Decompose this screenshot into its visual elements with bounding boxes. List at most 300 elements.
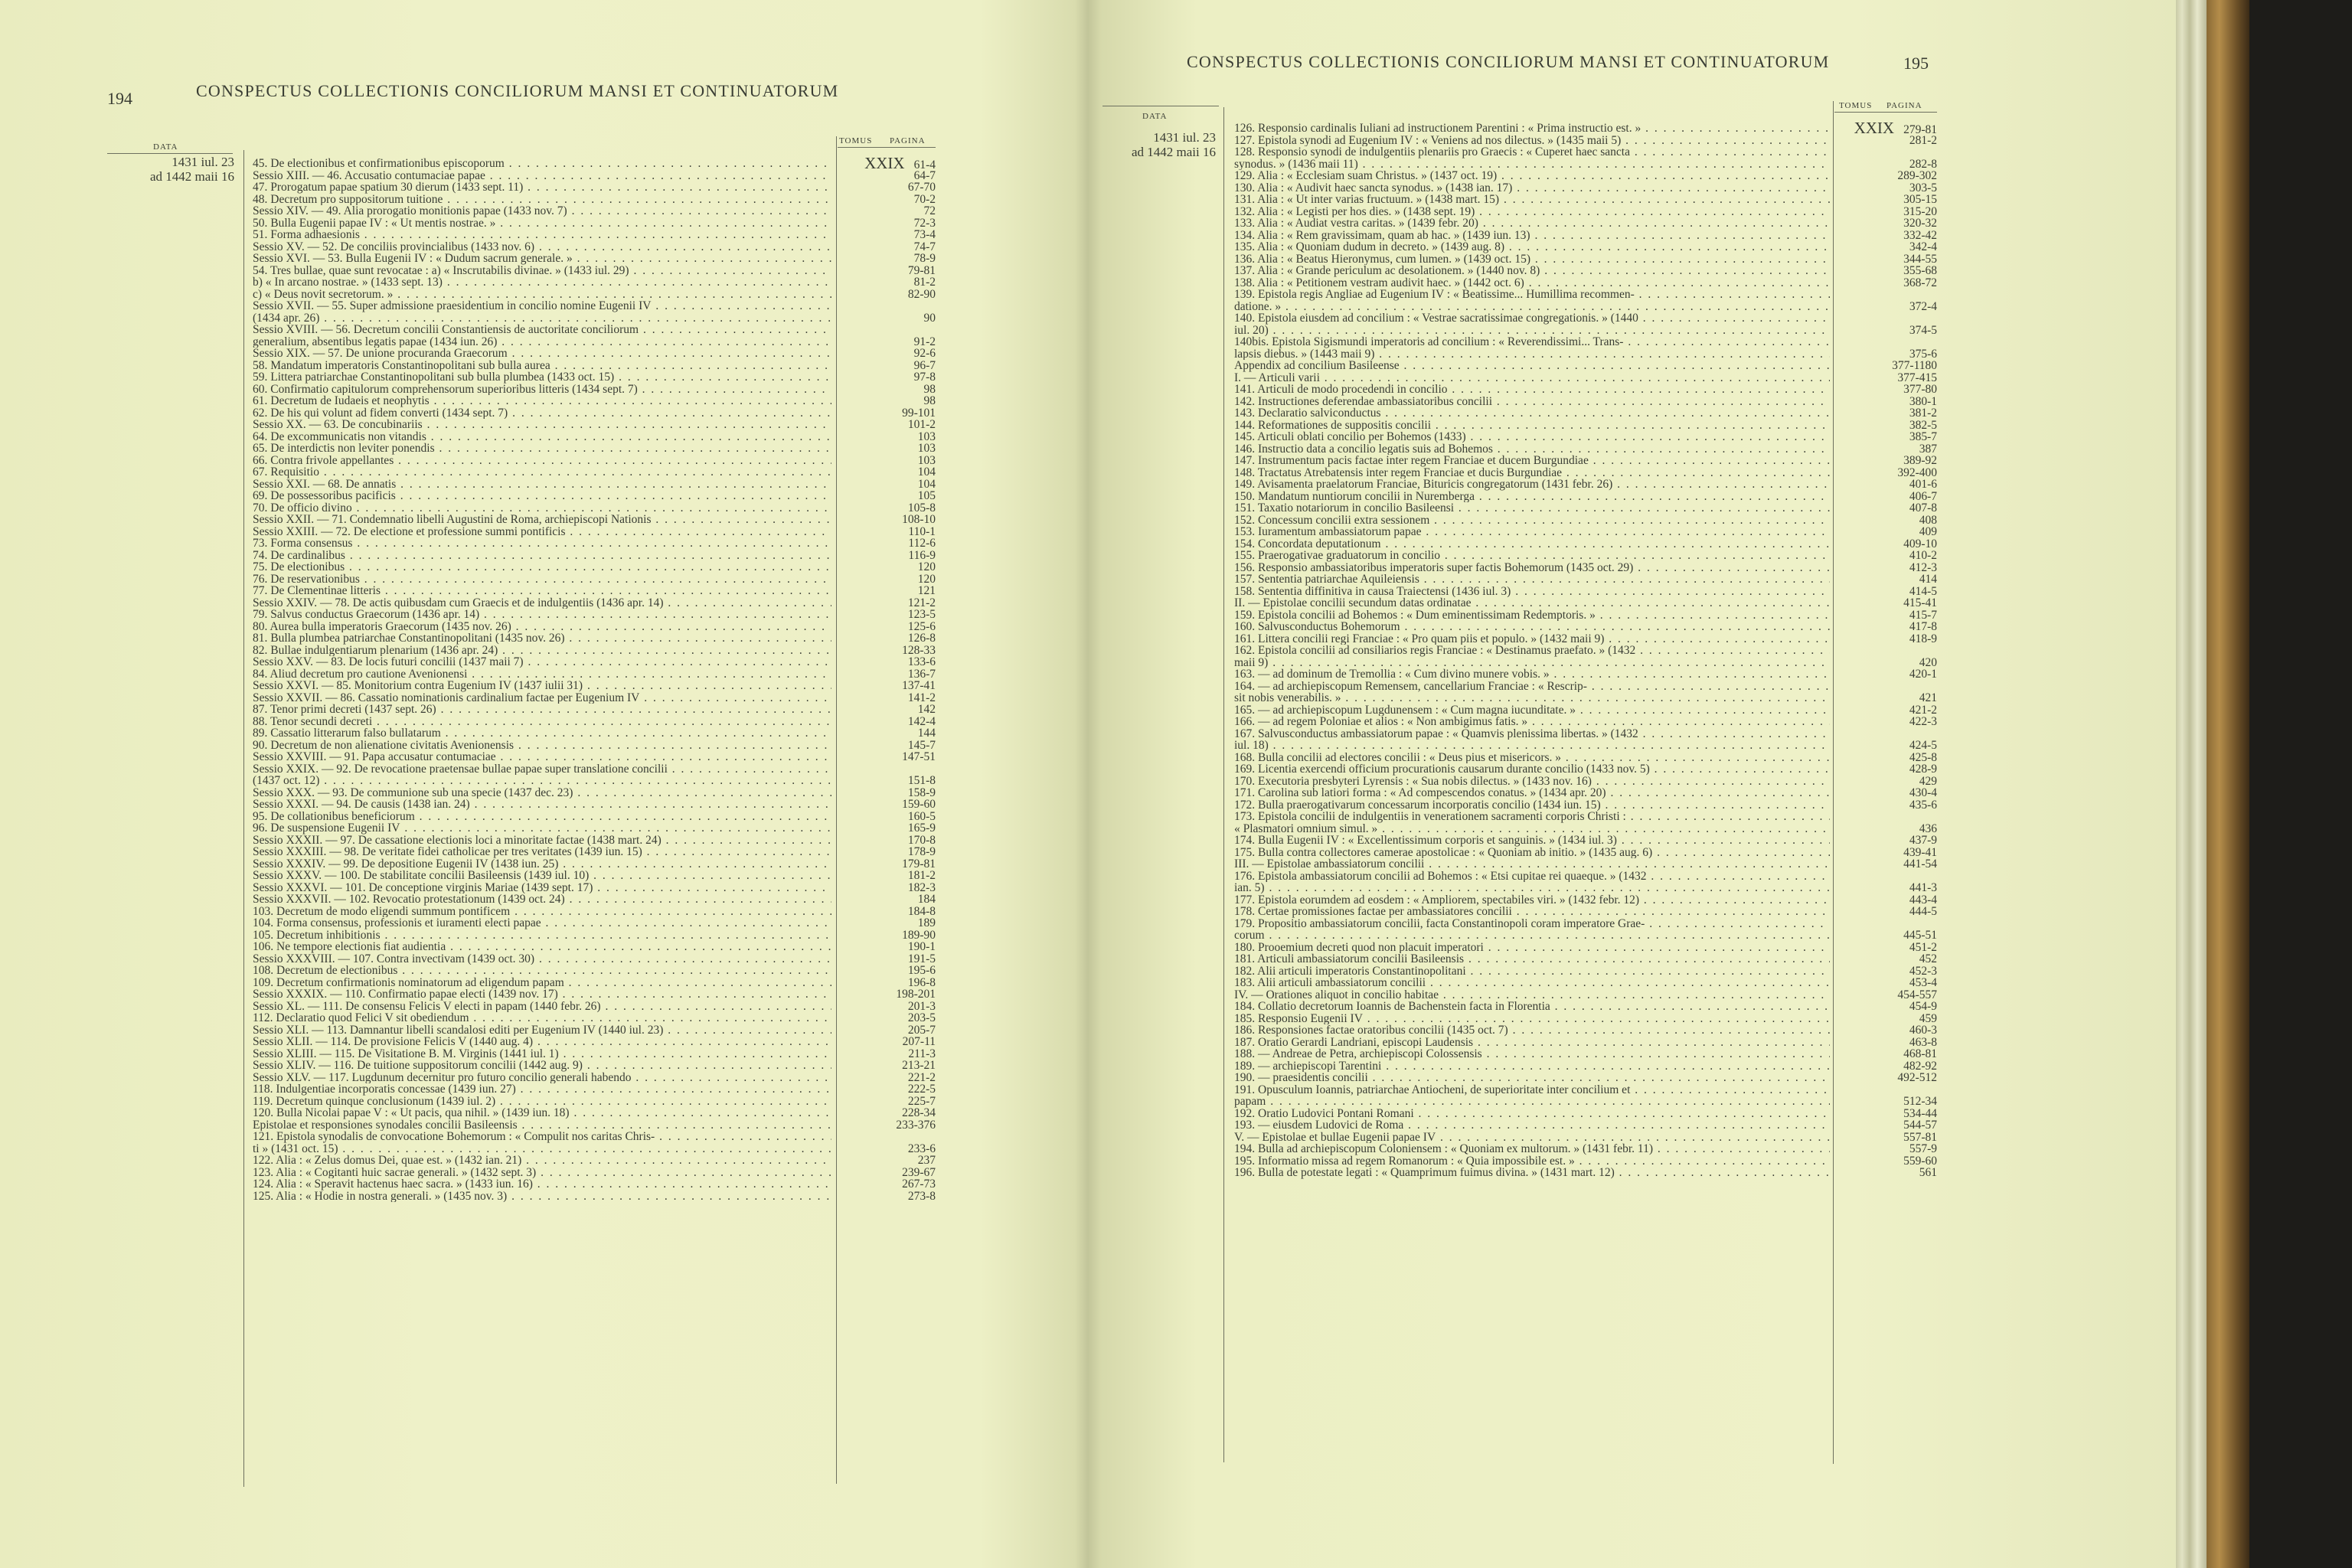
toc-entry — [253, 1167, 831, 1179]
entry-text: 108. Decretum de electionibus . . . — [253, 965, 831, 977]
page-ref-row — [839, 419, 936, 431]
toc-entry — [1234, 1143, 1830, 1155]
entry-text: 58. Mandatum imperatoris Constantinopolitani sub bulla aurea . . . — [253, 360, 831, 372]
entry-text: 162. Epistola concilii ad consiliarios regis Franciae : « Destinamus praefato. » (1432 . . . — [1234, 645, 1830, 657]
toc-entry — [1234, 692, 1830, 704]
entry-text: (1434 apr. 26) . . . — [253, 312, 831, 325]
page-ref: 355-68 — [1903, 264, 1937, 277]
entry-text: I. — Articuli varii . . . — [1234, 372, 1830, 384]
page-ref: 444-5 — [1909, 905, 1937, 918]
page-ref-row — [839, 336, 936, 348]
page-ref: 407-8 — [1909, 501, 1937, 514]
page-ref-row — [1834, 609, 1937, 622]
page-ref: 289-302 — [1897, 169, 1937, 182]
page-ref: 534-44 — [1903, 1106, 1937, 1120]
page-ref: 468-81 — [1903, 1047, 1937, 1060]
entry-text: corum . . . — [1234, 929, 1830, 942]
page-ref: 151-8 — [907, 774, 936, 787]
entry-text: 121. Epistola synodalis de convocatione Bohemorum : « Compulit nos caritas Chris- . . . — [253, 1131, 831, 1143]
toc-entry — [1234, 372, 1830, 384]
toc-entry — [1234, 396, 1830, 408]
column-rule — [1223, 107, 1224, 1462]
page-ref-row — [1834, 1167, 1937, 1179]
toc-entry — [253, 763, 831, 776]
page-ref-row — [1834, 312, 1937, 325]
page-ref-row — [1834, 455, 1937, 467]
entry-text: Sessio XLIV. — 116. De tuitione suppositorum concilii (1442 aug. 9) . . . — [253, 1060, 831, 1072]
entry-text: Sessio XLIII. — 115. De Visitatione B. M. Virginis (1441 iul. 1) . . . — [253, 1048, 831, 1060]
entry-text: 64. De excommunicatis non vitandis . . . — [253, 431, 831, 443]
toc-entry — [253, 158, 831, 170]
page-ref-row — [1834, 538, 1937, 550]
page-ref-row — [1834, 597, 1937, 609]
page-ref-row — [1834, 740, 1937, 752]
page-ref: 557-9 — [1909, 1142, 1937, 1155]
entry-text: generalium, absentibus legatis papae (1434 iun. 26) . . . — [253, 336, 831, 348]
toc-entry — [253, 1191, 831, 1203]
page-ref-row — [1834, 301, 1937, 313]
toc-entry — [253, 1001, 831, 1013]
right-page — [1018, 0, 2176, 1568]
toc-entry — [1234, 894, 1830, 906]
entries-list — [253, 158, 831, 1202]
entry-text: 180. Prooemium decreti quod non placuit imperatori . . . — [1234, 942, 1830, 954]
toc-entry — [1234, 1155, 1830, 1168]
page-ref: 305-15 — [1903, 193, 1937, 206]
page-ref-row — [1834, 407, 1937, 420]
page-ref-row — [839, 502, 936, 514]
entry-text: maii 9) . . . — [1234, 657, 1830, 669]
entry-text: 120. Bulla Nicolai papae V : « Ut pacis, qua nihil. » (1439 iun. 18) . . . — [253, 1107, 831, 1119]
page-ref-row — [839, 561, 936, 573]
page-ref-row — [1834, 241, 1937, 253]
toc-entry — [1234, 1119, 1830, 1132]
entry-text: 148. Tractatus Atrebatensis inter regem Franciae et ducis Burgundiae . . . — [1234, 467, 1830, 479]
entry-text: 62. De his qui volunt ad fidem converti (1434 sept. 7) . . . — [253, 407, 831, 420]
entry-text: 149. Avisamenta praelatorum Franciae, Bituricis congregatorum (1431 febr. 26) . . . — [1234, 479, 1830, 491]
entry-text: 181. Articuli ambassiatorum concilii Basileensis . . . — [1234, 953, 1830, 965]
page-ref: 414-5 — [1909, 584, 1937, 598]
toc-entry — [1234, 420, 1830, 432]
entry-text: 73. Forma consensus . . . — [253, 537, 831, 550]
page-ref-row — [839, 704, 936, 716]
page-ref: 70-2 — [913, 192, 936, 206]
entry-text: Sessio XLI. — 113. Damnantur libelli scandalosi editi per Eugenium IV (1440 iul. 23) . . . — [253, 1024, 831, 1037]
entry-text: 84. Aliud decretum pro cautione Avenionensi . . . — [253, 668, 831, 681]
page-ref: 344-55 — [1903, 252, 1937, 266]
page-ref: 482-92 — [1903, 1059, 1937, 1073]
toc-entry — [253, 835, 831, 847]
toc-entry — [1234, 977, 1830, 989]
entry-text: 151. Taxatio notariorum in concilio Basileensi . . . — [1234, 502, 1830, 514]
toc-entry — [1234, 146, 1830, 158]
entry-text: Sessio XL. — 111. De consensu Felicis V electi in papam (1440 febr. 26) . . . — [253, 1001, 831, 1013]
entry-text: 189. — archiepiscopi Tarentini . . . — [1234, 1060, 1830, 1073]
page-ref: 443-4 — [1909, 893, 1937, 906]
page-ref: 454-9 — [1909, 1000, 1937, 1013]
page-ref-row — [1834, 942, 1937, 954]
page-ref-row — [1834, 1143, 1937, 1155]
toc-entry — [253, 965, 831, 977]
page-ref: 381-2 — [1909, 407, 1937, 420]
entry-text: 174. Bulla Eugenii IV : « Excellentissimum corporis et sanguinis. » (1434 iul. 3) . . . — [1234, 835, 1830, 847]
page-ref-row — [839, 360, 936, 372]
page-ref-row — [1834, 752, 1937, 764]
toc-entry — [1234, 989, 1830, 1001]
page-ref: 137-41 — [902, 679, 936, 692]
entry-text: 161. Littera concilii regi Franciae : « Pro quam piis et populo. » (1432 maii 9) . . . — [1234, 633, 1830, 645]
toc-entry — [253, 289, 831, 301]
entry-text: ti » (1431 oct. 15) . . . — [253, 1143, 831, 1155]
toc-entry — [253, 276, 831, 289]
page-ref: 430-4 — [1909, 786, 1937, 799]
col-head-pagina: PAGINA — [890, 136, 926, 145]
entry-text: 146. Instructio data a concilio legatis suis ad Bohemos . . . — [1234, 443, 1830, 456]
entry-text: Sessio XXX. — 93. De communione sub una specie (1437 dec. 23) . . . — [253, 787, 831, 799]
page-ref-row — [839, 716, 936, 728]
page-ref-row — [1834, 728, 1937, 740]
running-head: CONSPECTUS COLLECTIONIS CONCILIORUM MANSI ET CONTINUATORUM — [1187, 52, 1830, 71]
page-number: 194 — [107, 89, 132, 108]
page-ref: 437-9 — [1909, 834, 1937, 847]
page-ref-row — [1834, 871, 1937, 883]
toc-entry — [253, 609, 831, 621]
date-start: 1431 iul. 23 — [1153, 130, 1216, 145]
toc-entry — [253, 882, 831, 894]
page-ref: 441-54 — [1903, 858, 1937, 871]
entry-text: 81. Bulla plumbea patriarchae Constantinopolitani (1435 nov. 26) . . . — [253, 632, 831, 645]
toc-entry — [253, 241, 831, 253]
toc-entry — [1234, 1024, 1830, 1037]
entry-text: 150. Mandatum nuntiorum concilii in Nuremberga . . . — [1234, 491, 1830, 503]
date-end: ad 1442 maii 16 — [1131, 145, 1216, 159]
page-ref-row — [839, 740, 936, 752]
toc-entry — [1234, 882, 1830, 894]
page-ref: 142-4 — [907, 714, 936, 728]
toc-entry — [1234, 573, 1830, 586]
toc-entry — [253, 740, 831, 752]
entry-text: 80. Aurea bulla imperatoris Graecorum (1435 nov. 26) . . . — [253, 621, 831, 633]
toc-entry — [1234, 217, 1830, 230]
page-ref: 160-5 — [907, 809, 936, 823]
book-cover-edge — [2207, 0, 2249, 1568]
page-ref-row — [839, 1178, 936, 1191]
toc-entry — [1234, 965, 1830, 978]
page-ref: 79-81 — [907, 263, 936, 277]
page-ref-row — [839, 1107, 936, 1119]
page-ref-row — [839, 1060, 936, 1072]
entry-text: 66. Contra frivole appellantes . . . — [253, 455, 831, 467]
page-ref-row — [1834, 668, 1937, 681]
page-ref: 428-9 — [1909, 763, 1937, 776]
toc-entry — [253, 751, 831, 763]
toc-entry — [253, 953, 831, 965]
page-ref: 239-67 — [902, 1165, 936, 1179]
page-ref: 82-90 — [907, 287, 936, 301]
entry-text: Sessio XLII. — 114. De provisione Felicis V (1440 aug. 4) . . . — [253, 1036, 831, 1048]
page-ref: 557-81 — [1903, 1130, 1937, 1144]
date-start: 1431 iul. 23 — [172, 155, 234, 169]
toc-entry — [253, 1036, 831, 1048]
page-ref: 421-2 — [1909, 703, 1937, 717]
page-ref: 98 — [923, 382, 936, 396]
toc-entry — [253, 893, 831, 906]
page-ref: 64-7 — [913, 168, 936, 182]
page-ref-row — [839, 656, 936, 668]
page-ref-row — [1834, 217, 1937, 230]
tomus-number: XXIX — [864, 154, 905, 172]
entry-text: 131. Alia : « Ut inter varias fructuum. » (1438 mart. 15) . . . — [1234, 194, 1830, 206]
toc-entry — [1234, 1096, 1830, 1108]
page-ref-row — [1834, 336, 1937, 348]
page-ref: 72 — [923, 204, 936, 217]
page-ref: 445-51 — [1903, 929, 1937, 942]
page-ref-row — [1834, 420, 1937, 432]
page-ref-row — [1834, 396, 1937, 408]
toc-entry — [253, 621, 831, 633]
page-ref: 105-8 — [907, 501, 936, 514]
page-ref-row — [1834, 170, 1937, 182]
page-ref-row — [1834, 206, 1937, 218]
page-ref: 211-3 — [908, 1047, 936, 1060]
page-ref-row — [839, 775, 936, 787]
page-ref: 459 — [1919, 1011, 1937, 1025]
page-ref-row — [1834, 119, 1937, 137]
page-ref-row — [839, 241, 936, 253]
page-ref-row — [839, 443, 936, 455]
page-ref-row — [839, 289, 936, 301]
entry-text: 175. Bulla contra collectores camerae apostolicae : « Quoniam ab initio. » (1435 aug. 6) . . . — [1234, 847, 1830, 859]
toc-entry — [1234, 455, 1830, 467]
entry-text: 152. Concessum concilii extra sessionem . . . — [1234, 514, 1830, 527]
toc-entry — [1234, 1108, 1830, 1120]
page-ref-row — [1834, 716, 1937, 728]
page-ref: 120 — [917, 560, 936, 573]
entry-text: 118. Indulgentiae incorporatis concessae (1439 iun. 27) . . . — [253, 1083, 831, 1096]
page-ref: 103 — [917, 453, 936, 467]
toc-entry — [253, 300, 831, 312]
page-ref: 233-376 — [896, 1118, 936, 1132]
entry-text: 90. Decretum de non alienatione civitatis Avenionensis . . . — [253, 740, 831, 752]
page-ref-row — [839, 917, 936, 929]
entry-text: 193. — eiusdem Ludovici de Roma . . . — [1234, 1119, 1830, 1132]
page-ref-row — [839, 1036, 936, 1048]
entry-text: 125. Alia : « Hodie in nostra generali. » (1435 nov. 3) . . . — [253, 1191, 831, 1203]
page-ref-row — [839, 680, 936, 692]
entry-text: 109. Decretum confirmationis nominatorum ad eligendum papam . . . — [253, 977, 831, 989]
toc-entry — [1234, 206, 1830, 218]
entry-text: 159. Epistola concilii ad Bohemos : « Dum eminentissimam Redemptoris. » . . . — [1234, 609, 1830, 622]
page-ref: 315-20 — [1903, 204, 1937, 218]
page-ref-row — [839, 300, 936, 312]
page-ref: 452-3 — [1909, 964, 1937, 978]
toc-entry — [253, 941, 831, 953]
entry-text: Sessio XXXVI. — 101. De conceptione virginis Mariae (1439 sept. 17) . . . — [253, 882, 831, 894]
toc-entry — [253, 419, 831, 431]
page-ref-row — [1834, 479, 1937, 491]
toc-entry — [1234, 562, 1830, 574]
entry-text: 132. Alia : « Legisti per hos dies. » (1438 sept. 19) . . . — [1234, 206, 1830, 218]
page-ref: 382-5 — [1909, 418, 1937, 432]
entry-text: Sessio XXII. — 71. Condemnatio libelli Augustini de Roma, archiepiscopi Nationis . . . — [253, 514, 831, 526]
page-ref: 147-51 — [902, 750, 936, 763]
entry-text: 158. Sententia diffinitiva in causa Traiectensi (1436 iul. 3) . . . — [1234, 586, 1830, 598]
toc-entry — [1234, 953, 1830, 965]
entry-text: 61. Decretum de Iudaeis et neophytis . . . — [253, 395, 831, 407]
page-ref: 125-6 — [907, 619, 936, 633]
toc-entry — [1234, 597, 1830, 609]
toc-entry — [1234, 122, 1830, 135]
entry-text: 136. Alia : « Beatus Hieronymus, cum lumen. » (1439 oct. 15) . . . — [1234, 253, 1830, 266]
toc-entry — [1234, 443, 1830, 456]
page-ref: 375-6 — [1909, 347, 1937, 361]
page-ref-row — [839, 882, 936, 894]
page-ref-row — [839, 217, 936, 230]
toc-entry — [253, 1155, 831, 1167]
page-ref: 133-6 — [907, 655, 936, 668]
entry-text: 76. De reservationibus . . . — [253, 573, 831, 586]
page-ref: 159-60 — [902, 798, 936, 811]
entry-text: 75. De electionibus . . . — [253, 561, 831, 573]
entry-text: 177. Epistola eorumdem ad eosdem : « Ampliorem, spectabiles viri. » (1432 febr. 12) . . . — [1234, 894, 1830, 906]
entry-text: iul. 18) . . . — [1234, 740, 1830, 752]
page-ref: 303-5 — [1909, 181, 1937, 194]
page-ref-row — [839, 324, 936, 336]
page-ref-row — [839, 407, 936, 420]
col-head-tomus: TOMUS — [1839, 101, 1873, 110]
entry-text: 139. Epistola regis Angliae ad Eugenium IV : « Beatissime... Humillima recommen- . . . — [1234, 289, 1830, 301]
page-ref-row — [839, 384, 936, 396]
entry-text: 188. — Andreae de Petra, archiepiscopi Colossensis . . . — [1234, 1048, 1830, 1060]
page-ref: 136-7 — [907, 667, 936, 681]
page-ref: 73-4 — [913, 228, 936, 241]
page-ref: 74-7 — [913, 240, 936, 253]
toc-entry — [1234, 514, 1830, 527]
page-ref: 418-9 — [1909, 632, 1937, 645]
page-ref: 189 — [917, 916, 936, 929]
col-head-data: DATA — [1142, 112, 1168, 121]
page-ref: 104 — [917, 477, 936, 491]
entry-text: 127. Epistola synodi ad Eugenium IV : « Veniens ad nos dilectus. » (1435 maii 5) . . . — [1234, 135, 1830, 147]
page-ref-row — [1834, 562, 1937, 574]
entry-text: 169. Licentia exercendi officium procurationis causarum durante concilio (1433 nov. 5) . . . — [1234, 763, 1830, 776]
page-ref-row — [839, 194, 936, 206]
page-ref-row — [1834, 277, 1937, 289]
entry-text: Sessio XVII. — 55. Super admissione praesidentium in concilio nomine Eugenii IV . . . — [253, 300, 831, 312]
page-ref-row — [839, 431, 936, 443]
toc-entry — [253, 573, 831, 586]
page-ref: 410-2 — [1909, 549, 1937, 562]
entry-text: 104. Forma consensus, professionis et iuramenti electi papae . . . — [253, 917, 831, 929]
entries-list — [1234, 122, 1830, 1179]
page-ref: 120 — [917, 572, 936, 586]
page-ref-row — [839, 977, 936, 989]
entry-text: 140. Epistola eiusdem ad concilium : « Vestrae sacratissimae congregationis. » (1440 . . . — [1234, 312, 1830, 325]
page-ref: 184-8 — [907, 904, 936, 918]
page-refs — [1834, 119, 1937, 1179]
toc-entry — [253, 170, 831, 182]
page-ref-row — [839, 1143, 936, 1155]
toc-entry — [253, 1107, 831, 1119]
page-ref-row — [839, 941, 936, 953]
entry-text: Sessio XXIV. — 78. De actis quibusdam cum Graecis et de indulgentiis (1436 apr. 14) . . . — [253, 597, 831, 609]
page-ref: 436 — [1919, 822, 1937, 835]
page-ref-row — [1834, 443, 1937, 456]
entry-text: 123. Alia : « Cogitanti huic sacrae generali. » (1432 sept. 3) . . . — [253, 1167, 831, 1179]
toc-entry — [1234, 716, 1830, 728]
toc-entry — [1234, 752, 1830, 764]
entry-text: « Plasmatori omnium simul. » . . . — [1234, 823, 1830, 835]
entry-text: 134. Alia : « Rem gravissimam, quam ab hac. » (1439 iun. 13) . . . — [1234, 230, 1830, 242]
toc-entry — [1234, 823, 1830, 835]
entry-text: II. — Epistolae concilii secundum datas ordinatae . . . — [1234, 597, 1830, 609]
date-range — [1095, 130, 1216, 159]
page-ref-row — [839, 692, 936, 704]
page-ref-row — [839, 597, 936, 609]
running-head: CONSPECTUS COLLECTIONIS CONCILIORUM MANSI ET CONTINUATORUM — [196, 81, 839, 100]
page-ref: 412-3 — [1909, 560, 1937, 574]
page-ref-row — [839, 953, 936, 965]
entry-text: Sessio XXXIII. — 98. De veritate fidei catholicae per tres veritates (1439 iun. 15) . . . — [253, 846, 831, 858]
toc-entry — [1234, 787, 1830, 799]
page-ref: 190-1 — [907, 940, 936, 953]
toc-entry — [1234, 253, 1830, 266]
toc-entry — [1234, 847, 1830, 859]
page-ref: 392-400 — [1897, 466, 1937, 479]
page-ref-row — [1834, 1048, 1937, 1060]
toc-entry — [253, 479, 831, 491]
page-ref-row — [839, 1131, 936, 1143]
page-edges — [2176, 0, 2207, 1568]
left-page — [0, 0, 1018, 1568]
entry-text: 183. Alii articuli ambassiatorum concilii . . . — [1234, 977, 1830, 989]
entry-text: 137. Alia : « Grande periculum ac desolationem. » (1440 nov. 8) . . . — [1234, 265, 1830, 277]
toc-entry — [253, 407, 831, 420]
page-ref: 425-8 — [1909, 750, 1937, 764]
page-ref: 233-6 — [907, 1142, 936, 1155]
page-ref: 435-6 — [1909, 798, 1937, 812]
entry-text: 155. Praerogativae graduatorum in concilio . . . — [1234, 550, 1830, 562]
entry-text: 82. Bullae indulgentiarum plenarium (1436 apr. 24) . . . — [253, 645, 831, 657]
toc-entry — [1234, 633, 1830, 645]
page-ref-row — [839, 154, 936, 172]
toc-entry — [1234, 158, 1830, 171]
toc-entry — [1234, 170, 1830, 182]
page-ref-row — [1834, 1001, 1937, 1013]
toc-entry — [253, 1048, 831, 1060]
entry-text: 145. Articuli oblati concilio per Bohemos (1433) . . . — [1234, 431, 1830, 443]
entry-text: 168. Bulla concilii ad electores concilii : « Deus pius et misericors. » . . . — [1234, 752, 1830, 764]
page-ref: 178-9 — [907, 845, 936, 858]
page-ref: 116-9 — [908, 548, 936, 562]
entry-text: Sessio XLV. — 117. Lugdunum decernitur pro futuro concilio generali habendo . . . — [253, 1072, 831, 1084]
page-ref-row — [839, 609, 936, 621]
entry-text: Sessio XXXII. — 97. De cassatione electionis loci a minoritate factae (1438 mart. 24) . . . — [253, 835, 831, 847]
toc-entry — [253, 502, 831, 514]
page-ref-row — [1834, 1096, 1937, 1108]
entry-text: 192. Oratio Ludovici Pontani Romani . . . — [1234, 1108, 1830, 1120]
page-ref-row — [1834, 657, 1937, 669]
entry-text: 128. Responsio synodi de indulgentiis plenariis pro Graecis : « Cuperet haec sancta . . . — [1234, 146, 1830, 158]
toc-entry — [253, 1096, 831, 1108]
page-ref: 237 — [917, 1154, 936, 1167]
toc-entry — [253, 229, 831, 241]
page-ref-row — [1834, 692, 1937, 704]
entry-text: ian. 5) . . . — [1234, 882, 1830, 894]
page-ref-row — [1834, 146, 1937, 158]
entry-text: 67. Requisitio . . . — [253, 466, 831, 479]
date-end: ad 1442 maii 16 — [149, 169, 234, 184]
